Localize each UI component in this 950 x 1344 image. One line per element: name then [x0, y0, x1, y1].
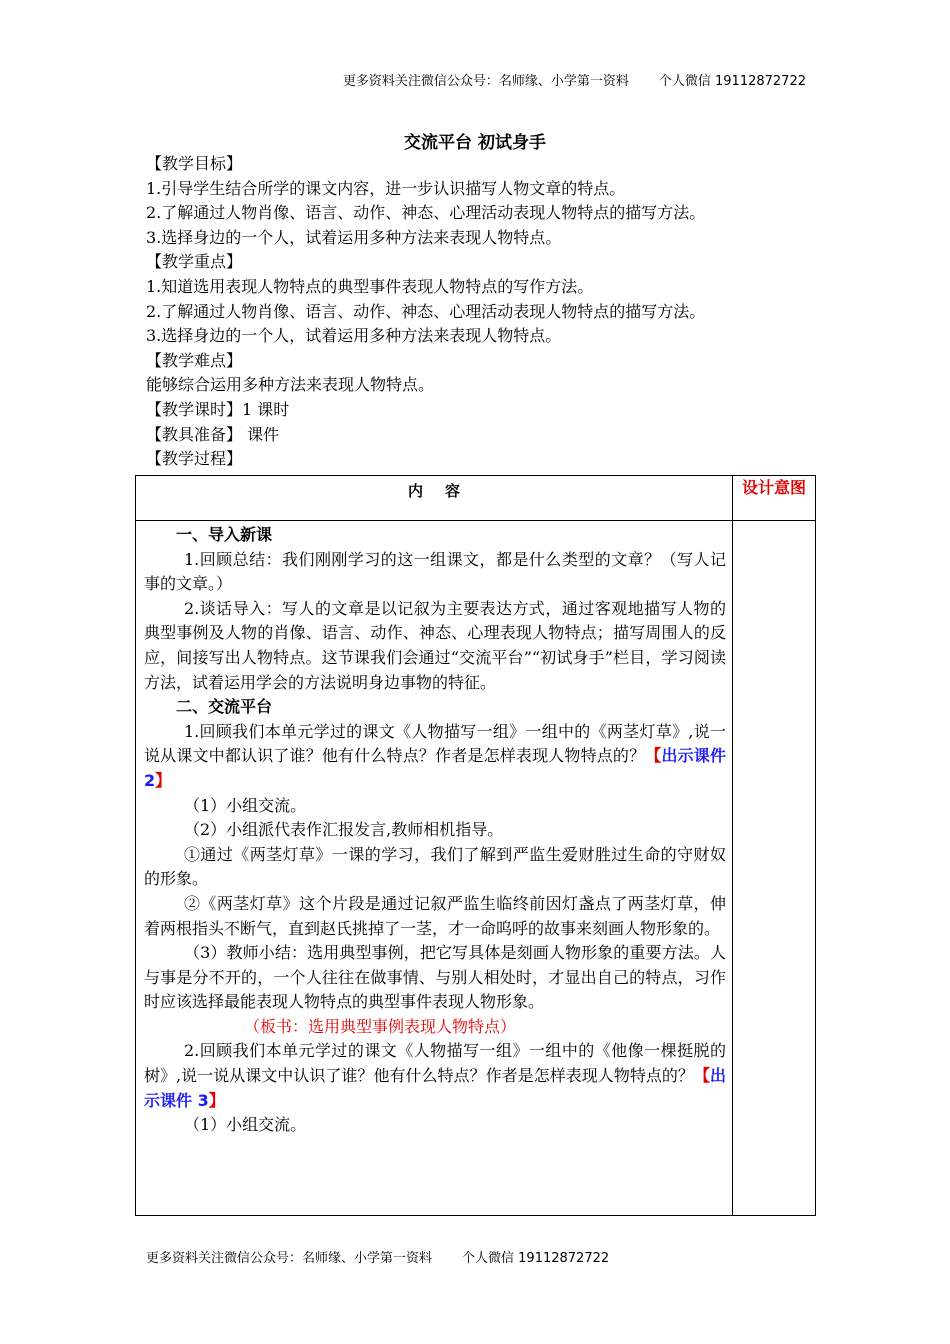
- header-left-text: 更多资料关注微信公众号：名师缘、小学第一资料: [342, 74, 629, 89]
- key-point-item: 3.选择身边的一个人，试着运用多种方法来表现人物特点。: [146, 326, 562, 346]
- paragraph: （1）小组交流。: [184, 795, 307, 815]
- content-column-header: [136, 476, 733, 521]
- courseware-bracket: 【: [693, 1066, 710, 1086]
- paragraph-text: 1.回顾我们本单元学过的课文《人物描写一组》一组中的《两茎灯草》,说一说从课文中都认识了谁？他有什么特点？作者是怎样表现人物特点的？: [144, 721, 726, 766]
- design-intent-column-header: 设计意图: [733, 476, 816, 521]
- process-heading: 【教学过程】: [146, 449, 243, 469]
- courseware-tag: 出示课件 3: [144, 1066, 726, 1110]
- paragraph: 2.谈话导入：写人的文章是以记叙为主要表达方式，通过客观地描写人物的典型事例及人物的肖像、语言、动作、神态、心理表现人物特点；描写周围人的反应，间接写出人物特点。这节课我们会通过“交流平台”“初试身手”栏目，学习阅读方法，试着运用学会的方法说明身边事物的特征。: [144, 598, 726, 692]
- key-point-item: 1.知道选用表现人物特点的典型事件表现人物特点的写作方法。: [146, 276, 594, 296]
- paragraph-text: 2.回顾我们本单元学过的课文《人物描写一组》一组中的《他像一棵挺脱的树》,说一说从课文中认识了谁？他有什么特点？作者是怎样表现人物特点的？: [144, 1041, 726, 1086]
- paragraph: ①通过《两茎灯草》一课的学习，我们了解到严监生爱财胜过生命的守财奴的形象。: [144, 844, 726, 889]
- class-hours: 【教学课时】1 课时: [146, 399, 290, 419]
- header-right-text: 个人微信 19112872722: [658, 74, 806, 89]
- paragraph: 1.回顾总结：我们刚刚学习的这一组课文，都是什么类型的文章？（写人记事的文章。）: [144, 549, 726, 594]
- key-points-heading: 【教学重点】: [146, 252, 243, 272]
- footer-right-text: 个人微信 19112872722: [462, 1251, 610, 1266]
- blackboard-note: （板书：选用典型事例表现人物特点）: [244, 1016, 517, 1036]
- paragraph: （2）小组派代表作汇报发言,教师相机指导。: [184, 820, 504, 840]
- key-point-item: 2.了解通过人物肖像、语言、动作、神态、心理活动表现人物特点的描写方法。: [146, 301, 706, 321]
- table-content-row: [136, 521, 816, 1216]
- goal-item: 2.了解通过人物肖像、语言、动作、神态、心理活动表现人物特点的描写方法。: [146, 203, 706, 223]
- courseware-bracket: 【: [645, 746, 662, 766]
- teaching-tools: 【教具准备】 课件: [146, 424, 280, 444]
- goals-heading: 【教学目标】: [146, 154, 243, 173]
- footer-left-text: 更多资料关注微信公众号：名师缘、小学第一资料: [146, 1251, 433, 1266]
- content-cell: [136, 521, 733, 1216]
- paragraph: [144, 720, 726, 794]
- paragraph: （1）小组交流。: [184, 1115, 307, 1135]
- goal-item: 1.引导学生结合所学的课文内容，进一步认识描写人物文章的特点。: [146, 178, 626, 198]
- paragraph: （3）教师小结：选用典型事例，把它写具体是刻画人物形象的重要方法。人与事是分不开的，一个人往往在做事情、与别人相处时，才显出自己的特点，习作时应该选择最能表现人物特点的典型事件表现人物形象。: [144, 943, 726, 1012]
- section-heading: 一、导入新课: [176, 525, 273, 544]
- page-title: 交流平台 初试身手: [404, 133, 546, 153]
- page-header: [0, 70, 806, 89]
- courseware-tag: 出示课件 2: [144, 746, 726, 790]
- section-heading: 二、交流平台: [176, 697, 273, 717]
- goal-item: 3.选择身边的一个人，试着运用多种方法来表现人物特点。: [146, 227, 562, 247]
- paragraph: ②《两茎灯草》这个片段是通过记叙严监生临终前因灯盏点了两茎灯草，伸着两根指头不断气，直到赵氏挑掉了一茎，才一命呜呼的故事来刻画人物形象的。: [144, 893, 726, 938]
- difficulty-heading: 【教学难点】: [146, 350, 243, 370]
- difficulty-text: 能够综合运用多种方法来表现人物特点。: [146, 375, 435, 395]
- courseware-bracket: 】: [155, 770, 172, 790]
- lesson-plan-body: [146, 152, 826, 472]
- design-intent-cell: [733, 521, 816, 1216]
- paragraph: [144, 1039, 726, 1113]
- process-table: [135, 475, 816, 1216]
- content-header-char: 内: [407, 482, 423, 500]
- table-header-row: [136, 476, 816, 521]
- page-footer: [146, 1247, 609, 1266]
- content-header-char: 容: [445, 482, 461, 500]
- courseware-bracket: 】: [208, 1090, 225, 1110]
